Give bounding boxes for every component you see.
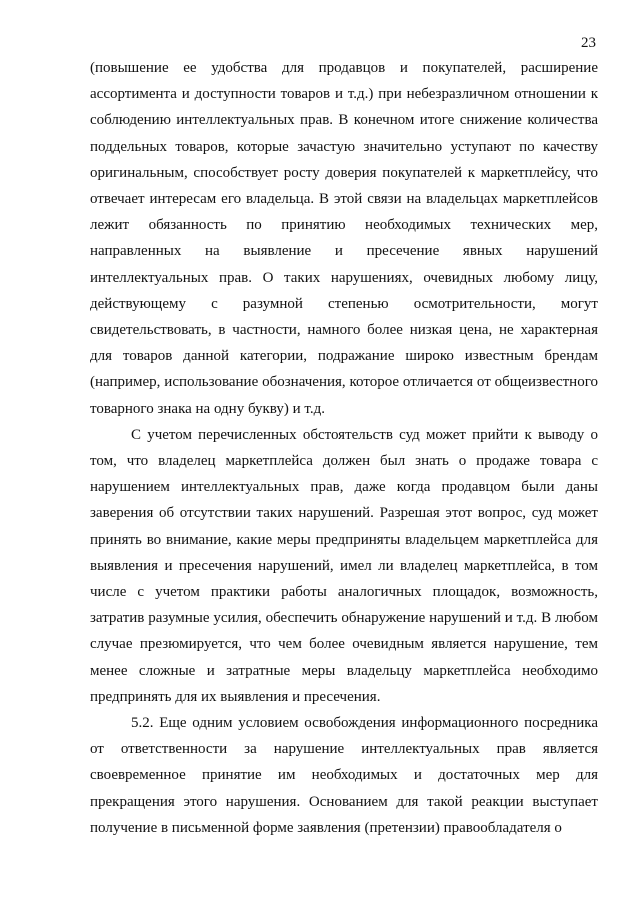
document-body bbox=[90, 55, 598, 841]
paragraph-continuation: (повышение ее удобства для продавцов и покупателей, расширение ассортимента и доступности товаров и т.д.) при небезразличном отношении к соблюдению интеллектуальных прав. В конечном итоге снижение количества поддельных товаров, которые зачастую значительно уступают по качеству оригинальным, способствует росту доверия покупателей к маркетплейсу, что отвечает интересам его владельца. В этой связи на владельцах маркетплейсов лежит обязанность по принятию необходимых технических мер, направленных на выявление и пресечение явных нарушений интеллектуальных прав. О таких нарушениях, очевидных любому лицу, действующему с разумной степенью осмотрительности, могут свидетельствовать, в частности, намного более низкая цена, не характерная для товаров данной категории, подражание широко известным брендам (например, использование обозначения, которое отличается от общеизвестного товарного знака на одну букву) и т.д. bbox=[90, 60, 598, 417]
page-number: 23 bbox=[581, 35, 596, 51]
paragraph-section-5-2: 5.2. Еще одним условием освобождения информационного посредника от ответственности за нарушение интеллектуальных прав является своевременное принятие им необходимых и достаточных мер для прекращения этого нарушения. Основанием для такой реакции выступает получение в письменной форме заявления (претензии) правообладателя о bbox=[90, 715, 598, 836]
paragraph-court-conclusion: С учетом перечисленных обстоятельств суд может прийти к выводу о том, что владелец маркетплейса должен был знать о продаже товара с нарушением интеллектуальных прав, даже когда продавцом были даны заверения об отсутствии таких нарушений. Разрешая этот вопрос, суд может принять во внимание, какие меры предприняты владельцем маркетплейса для выявления и пресечения нарушений, имел ли владелец маркетплейса, в том числе с учетом практики работы аналогичных площадок, возможность, затратив разумные усилия, обеспечить обнаружение нарушений и т.д. В любом случае презюмируется, что чем более очевидным является нарушение, тем менее сложные и затратные меры владельцу маркетплейса необходимо предпринять для их выявления и пресечения. bbox=[90, 426, 598, 705]
